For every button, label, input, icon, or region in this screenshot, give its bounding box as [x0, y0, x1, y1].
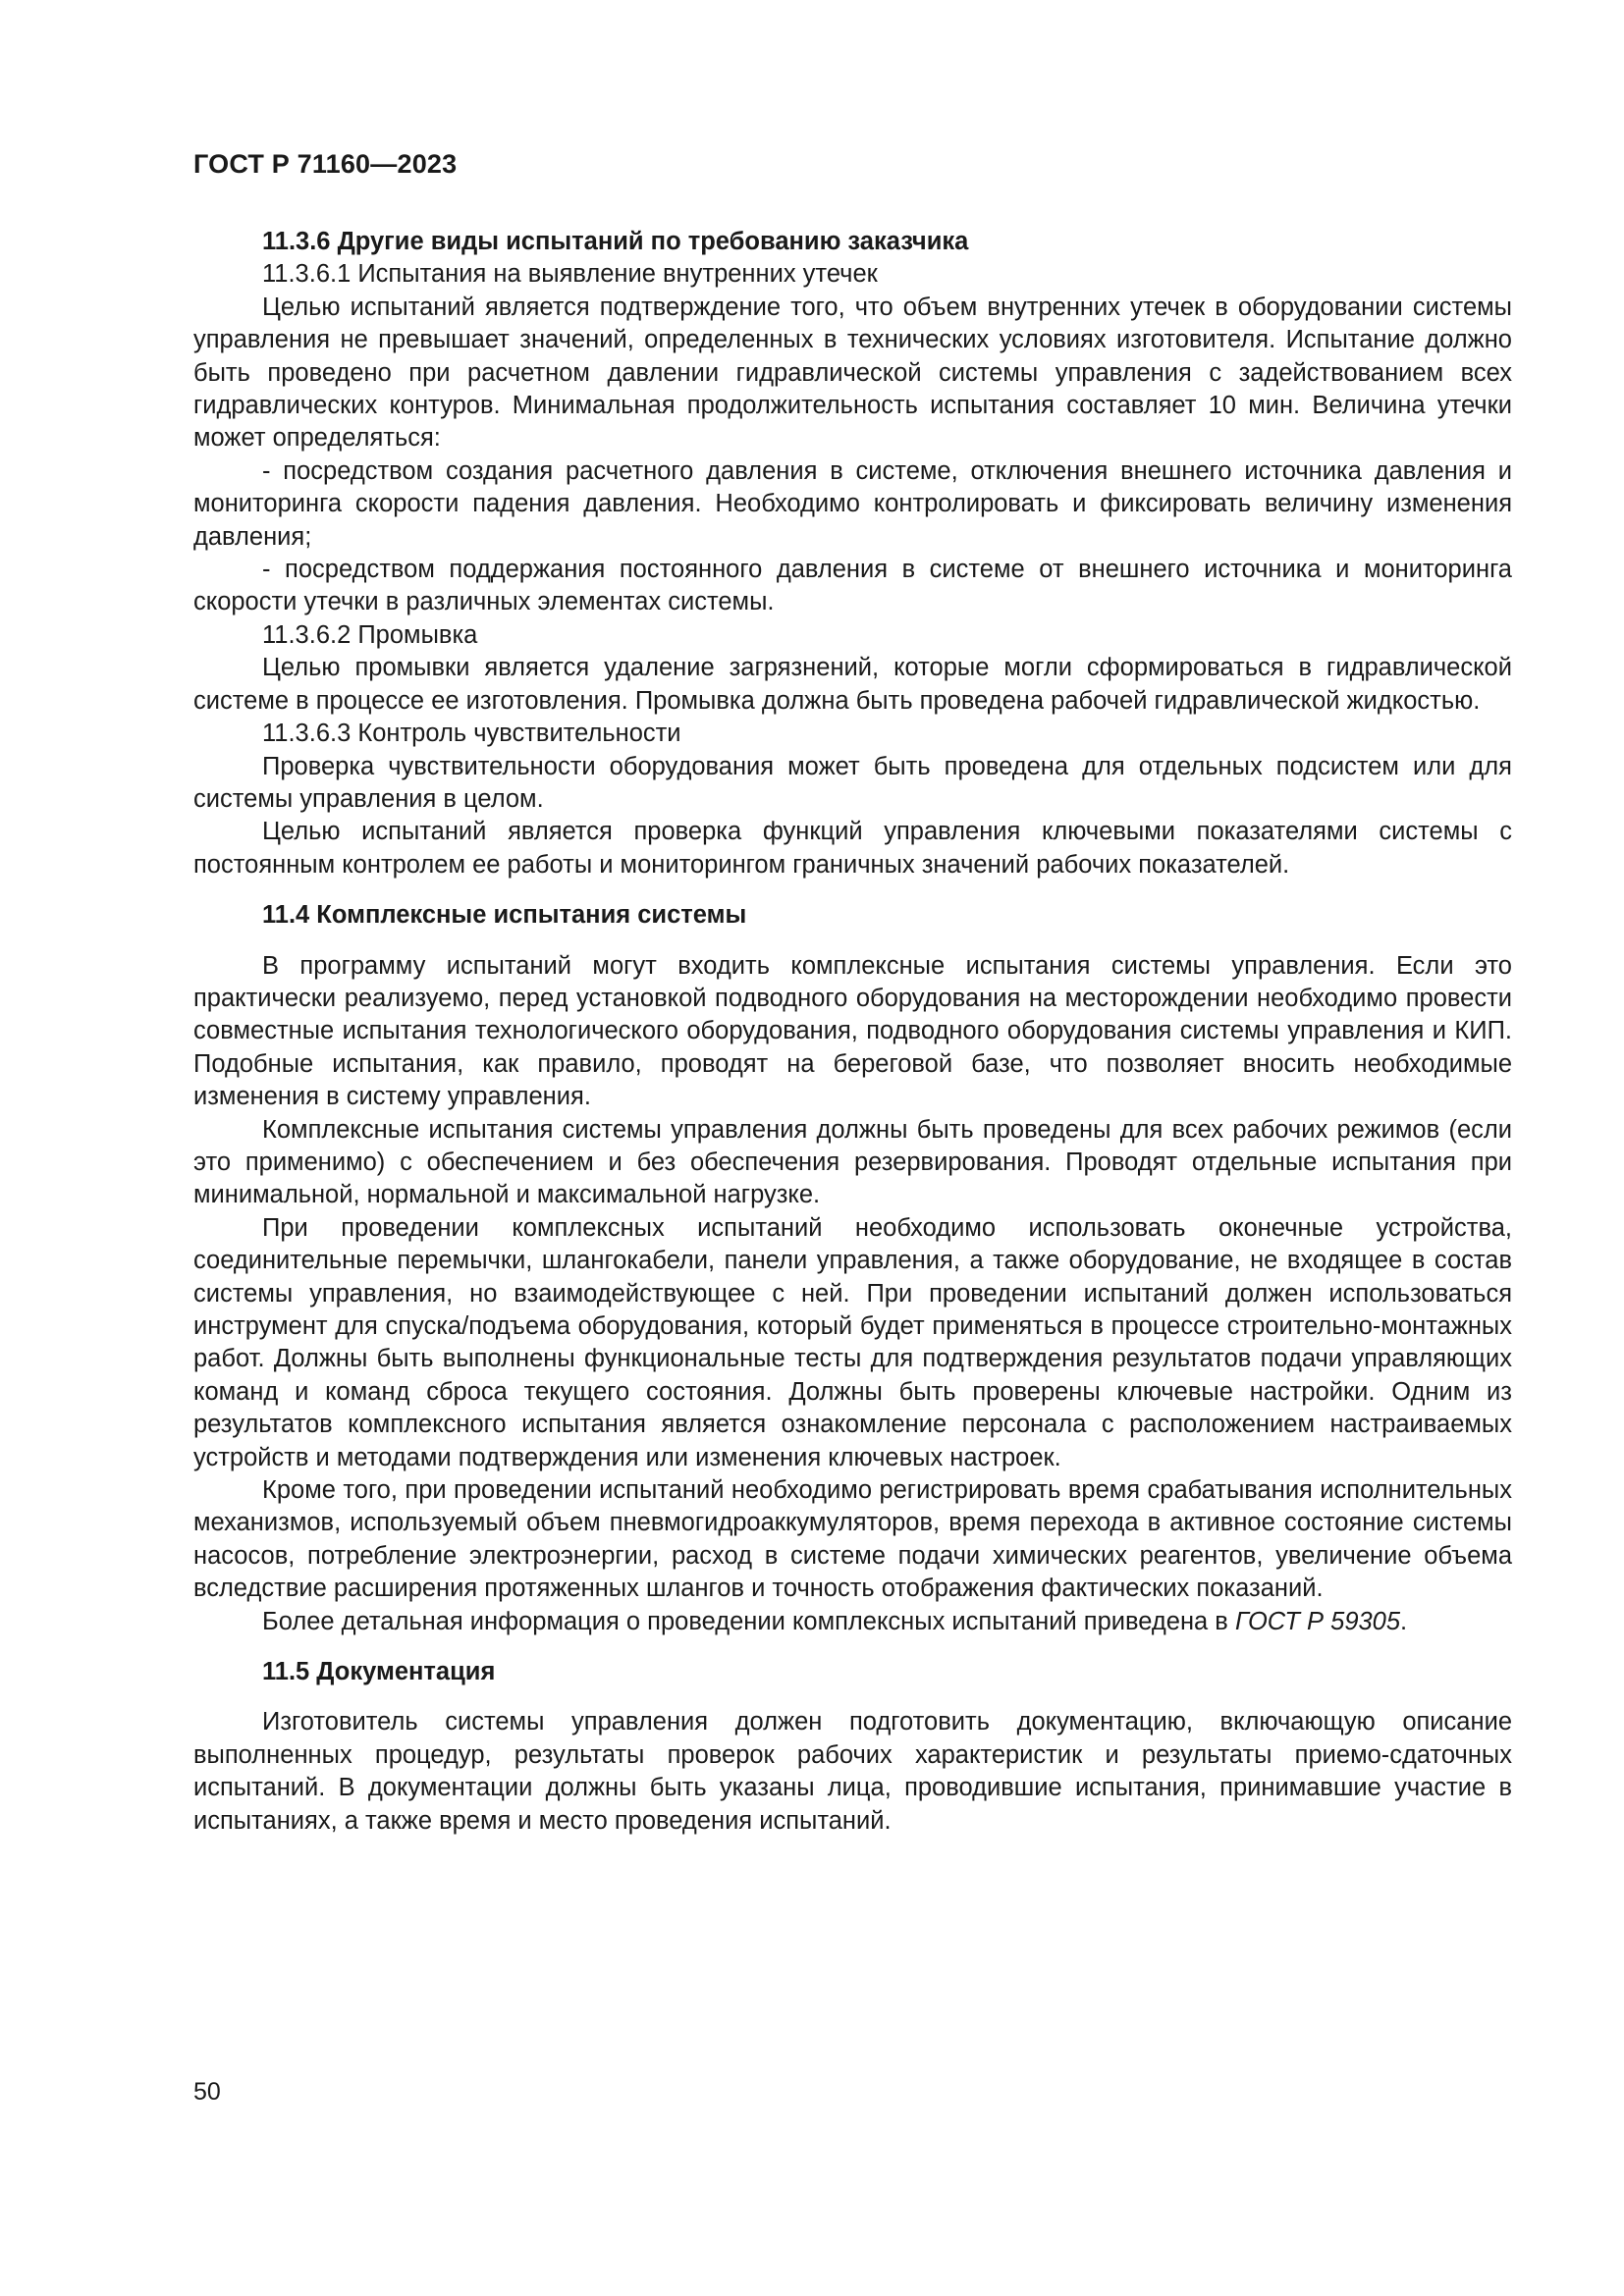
paragraph-text: Более детальная информация о проведении комплексных испытаний приведена в	[262, 1607, 1235, 1635]
list-item: - посредством создания расчетного давления в системе, отключения внешнего источника давления и мониторинга скорости падения давления. Необходимо контролировать и фиксировать величину изменения давления;	[193, 456, 1512, 551]
paragraph: При проведении комплексных испытаний необходимо использовать оконечные устройства, соединительные перемычки, шлангокабели, панели управления, а также оборудование, не входящее в состав системы управления, но взаимодействующее с ней. При проведении испытаний должен использоваться инструмент для спуска/подъема оборудования, который будет применяться в процессе строительно-монтажных работ. Должны быть выполнены функциональные тесты для подтверждения результатов подачи управляющих команд и команд сброса текущего состояния. Должны быть проверены ключевые настройки. Одним из результатов комплексного испытания является ознакомление персонала с расположением настраиваемых устройств и методами подтверждения или изменения ключевых настроек.	[193, 1213, 1512, 1471]
paragraph-with-reference	[193, 1606, 1512, 1638]
section-heading-11-3-6: 11.3.6 Другие виды испытаний по требованию заказчика	[262, 228, 969, 255]
paragraph: Комплексные испытания системы управления должны быть проведены для всех рабочих режимов (если это применимо) с обеспечением и без обеспечения резервирования. Проводят отдельные испытания при минимальной, нормальной и максимальной нагрузке.	[193, 1115, 1512, 1209]
paragraph: Целью испытаний является проверка функций управления ключевыми показателями системы с постоянным контролем ее работы и мониторингом граничных значений рабочих показателей.	[193, 818, 1512, 879]
paragraph: Целью промывки является удаление загрязнений, которые могли сформироваться в гидравлической системе в процессе ее изготовления. Промывка должна быть проведена рабочей гидравлической жидкостью.	[193, 654, 1512, 715]
document-body	[193, 226, 1512, 1838]
paragraph: Кроме того, при проведении испытаний необходимо регистрировать время срабатывания исполнительных механизмов, используемый объем пневмогидроаккумуляторов, время перехода в активное состояние системы насосов, потребление электроэнергии, расход в системе подачи химических реагентов, увеличение объема вследствие расширения протяженных шлангов и точность отображения фактических показаний.	[193, 1476, 1512, 1603]
page-number: 50	[193, 2078, 221, 2106]
paragraph: Проверка чувствительности оборудования может быть проведена для отдельных подсистем или для системы управления в целом.	[193, 752, 1512, 813]
list-item: - посредством поддержания постоянного давления в системе от внешнего источника и мониторинга скорости утечки в различных элементах системы.	[193, 556, 1512, 616]
paragraph: Изготовитель системы управления должен подготовить документацию, включающую описание выполненных процедур, результаты проверок рабочих характеристик и результаты приемо-сдаточных испытаний. В документации должны быть указаны лица, проводившие испытания, принимавшие участие в испытаниях, а также время и место проведения испытаний.	[193, 1708, 1512, 1835]
paragraph: Целью испытаний является подтверждение того, что объем внутренних утечек в оборудовании системы управления не превышает значений, определенных в технических условиях изготовителя. Испытание должно быть проведено при расчетном давлении гидравлической системы управления с задействованием всех гидравлических контуров. Минимальная продолжительность испытания составляет 10 мин. Величина утечки может определяться:	[193, 293, 1512, 453]
paragraph: В программу испытаний могут входить комплексные испытания системы управления. Если это практически реализуемо, перед установкой подводного оборудования на месторождении необходимо провести совместные испытания технологического оборудования, подводного оборудования системы управления и КИП. Подобные испытания, как правило, проводят на береговой базе, что позволяет вносить необходимые изменения в систему управления.	[193, 951, 1512, 1111]
subsection-title-11-3-6-2: 11.3.6.2 Промывка	[262, 620, 478, 649]
standard-reference-link: ГОСТ Р 59305	[1234, 1607, 1401, 1635]
subsection-title-11-3-6-3: 11.3.6.3 Контроль чувствительности	[262, 720, 681, 748]
section-heading-11-4: 11.4 Комплексные испытания системы	[262, 901, 747, 930]
subsection-title-11-3-6-1: 11.3.6.1 Испытания на выявление внутренних утечек	[262, 260, 878, 289]
document-header: ГОСТ Р 71160—2023	[193, 149, 458, 179]
paragraph-end: .	[1400, 1607, 1408, 1635]
section-heading-11-5: 11.5 Документация	[262, 1658, 496, 1686]
